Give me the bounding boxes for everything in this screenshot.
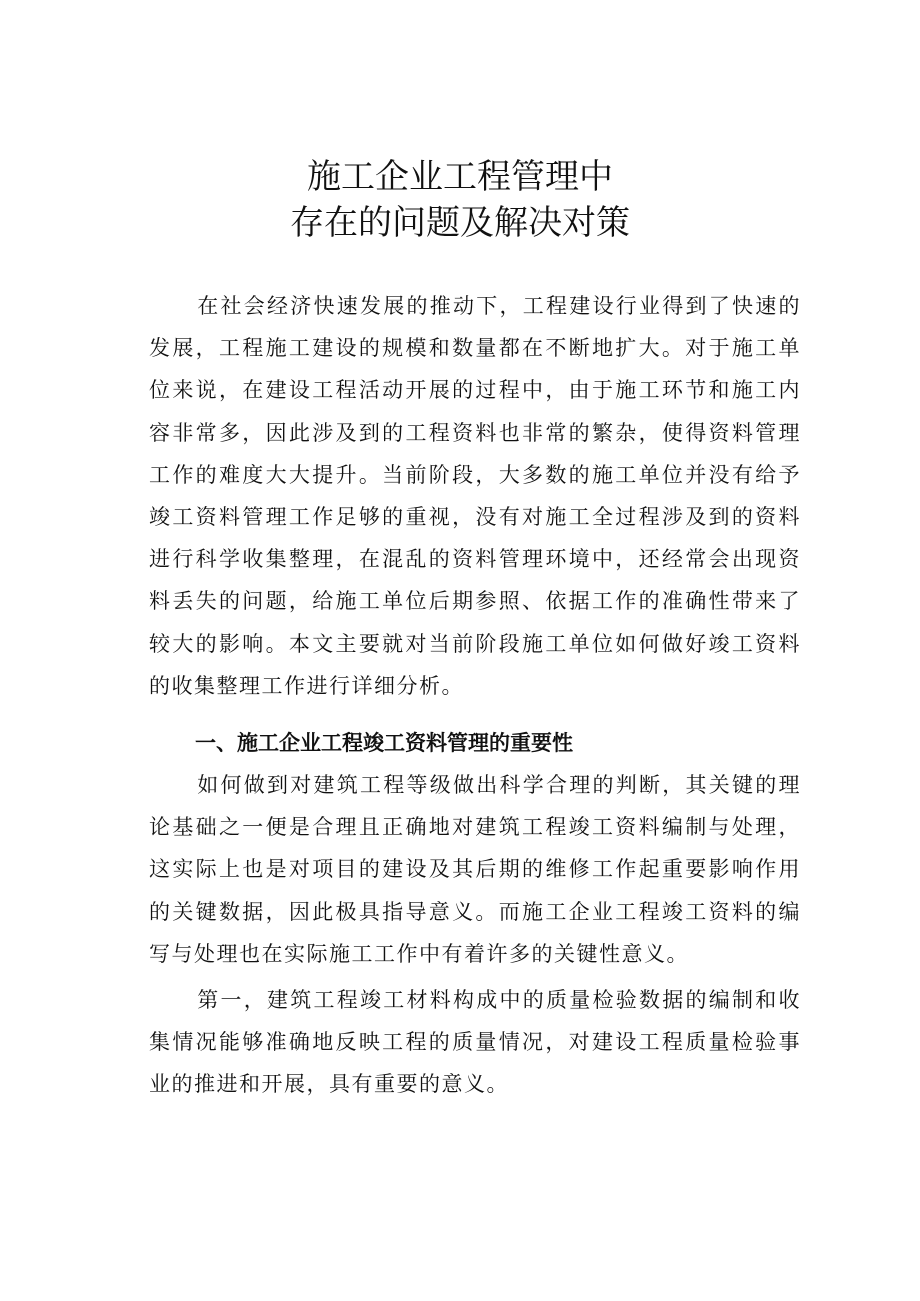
document-title-line-1: 施工企业工程管理中 bbox=[307, 157, 613, 197]
section-paragraph: 如何做到对建筑工程等级做出科学合理的判断，其关键的理论基础之一便是合理且正确地对建筑工程竣工资料编制与处理，这实际上也是对项目的建设及其后期的维修工作起重要影响作用的关键数据，因此极具指导意义。而施工企业工程竣工资料的编写与处理也在实际施工工作中有着许多的关键性意义。 bbox=[149, 773, 801, 966]
section-heading: 一、施工企业工程竣工资料管理的重要性 bbox=[195, 731, 573, 755]
intro-paragraph: 在社会经济快速发展的推动下，工程建设行业得到了快速的发展，工程施工建设的规模和数量都在不断地扩大。对于施工单位来说，在建设工程活动开展的过程中，由于施工环节和施工内容非常多，因此涉及到的工程资料也非常的繁杂，使得资料管理工作的难度大大提升。当前阶段，大多数的施工单位并没有给予竣工资料管理工作足够的重视，没有对施工全过程涉及到的资料进行科学收集整理，在混乱的资料管理环境中，还经常会出现资料丢失的问题，给施工单位后期参照、依据工作的准确性带来了较大的影响。本文主要就对当前阶段施工单位如何做好竣工资料的收集整理工作进行详细分析。 bbox=[149, 294, 801, 698]
section-paragraph-first-point: 第一，建筑工程竣工材料构成中的质量检验数据的编制和收集情况能够准确地反映工程的质量情况，对建设工程质量检验事业的推进和开展，具有重要的意义。 bbox=[149, 988, 801, 1097]
document-title-line-2: 存在的问题及解决对策 bbox=[290, 203, 630, 243]
